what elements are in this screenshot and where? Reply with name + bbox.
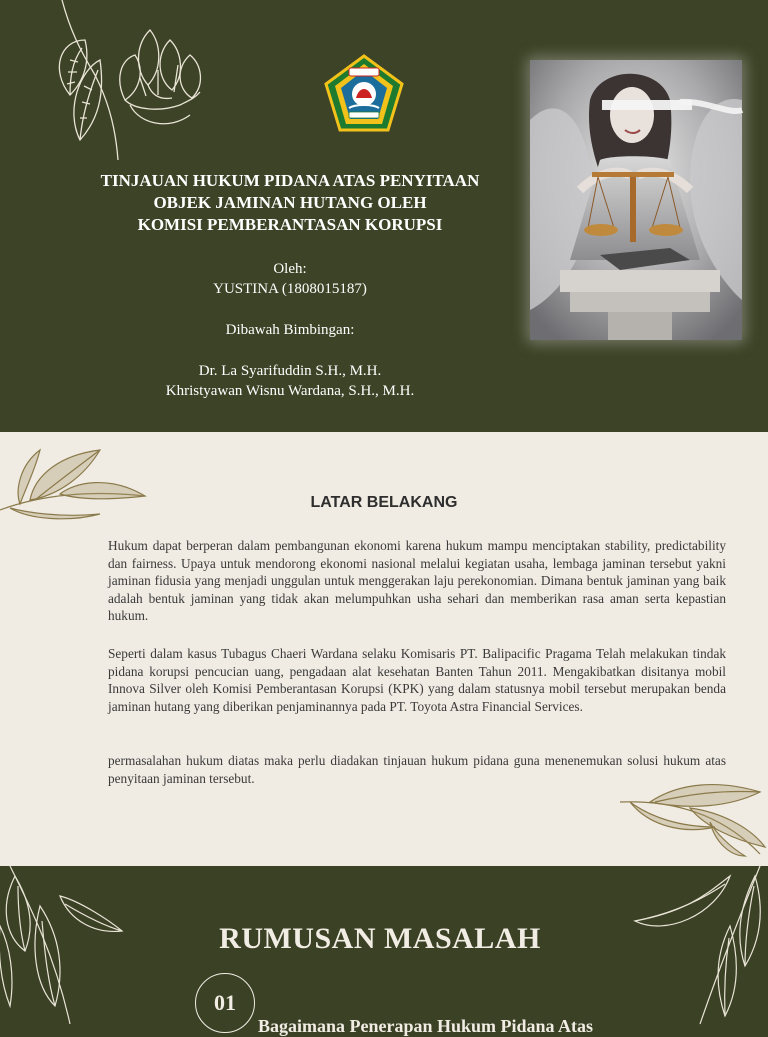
background-paragraph-2: Seperti dalam kasus Tubagus Chaeri Wardana selaku Komisaris PT. Balipacific Pragama Telah melakukan tindak pidana korupsi pencucian uang, pengadaan alat kesehatan Banten Tahun 2011. Mengakibatkan disitanya mobil Innova Silver oleh Komisi Pemberantasan Korupsi (KPK) yang dalam statusnya mobil tersebut merupakan benda jaminan hutang yang diberikan penjaminannya pada PT. Toyota Astra Financial Services. (108, 646, 726, 714)
problem-item-1: Bagaimana Penerapan Hukum Pidana Atas (258, 1016, 594, 1036)
supervisor-2: Khristyawan Wisnu Wardana, S.H., M.H. (165, 383, 415, 399)
title-line-1: TINJAUAN HUKUM PIDANA ATAS PENYITAAN (100, 171, 480, 190)
supervisor-1: Dr. La Syarifuddin S.H., M.H. (198, 363, 382, 379)
section-heading-problem: RUMUSAN MASALAH (219, 922, 541, 955)
title-line-3: KOMISI PEMBERANTASAN KORUPSI (137, 215, 443, 234)
background-paragraph-1: Hukum dapat berperan dalam pembangunan ekonomi karena hukum mampu menciptakan stability, predictability dan fairness. Upaya untuk mendorong ekonomi nasional melalui kegiatan usaha, lembaga jaminan tersebut yakni jaminan fidusia yang menjadi unggulan untuk menggerakan laju perekonomian. Dimana bentuk jaminan yang baik adalah bentuk jaminan yang tidak akan melumpuhkan usha sehari dan memberikan rasa aman serta kepastian hukum. (108, 538, 726, 624)
lotus-flower-illustration (40, 0, 210, 160)
title-line-2: OBJEK JAMINAN HUTANG OLEH (153, 193, 427, 212)
university-logo (323, 54, 405, 134)
by-label: Oleh: (273, 261, 307, 277)
lady-justice-painting (530, 60, 742, 340)
leaf-branch-illustration (620, 772, 768, 856)
section-heading-background: LATAR BELAKANG (310, 494, 458, 511)
author-name: YUSTINA (1808015187) (213, 281, 367, 297)
thesis-title (60, 170, 520, 236)
background-paragraph-3: permasalahan hukum diatas maka perlu diadakan tinjauan hukum pidana guna menenemukan solusi hukum atas penyitaan jaminan tersebut. (108, 753, 726, 786)
supervision-label: Dibawah Bimbingan: (225, 322, 355, 338)
problem-number-badge (195, 973, 255, 1033)
problem-number: 01 (214, 990, 236, 1015)
